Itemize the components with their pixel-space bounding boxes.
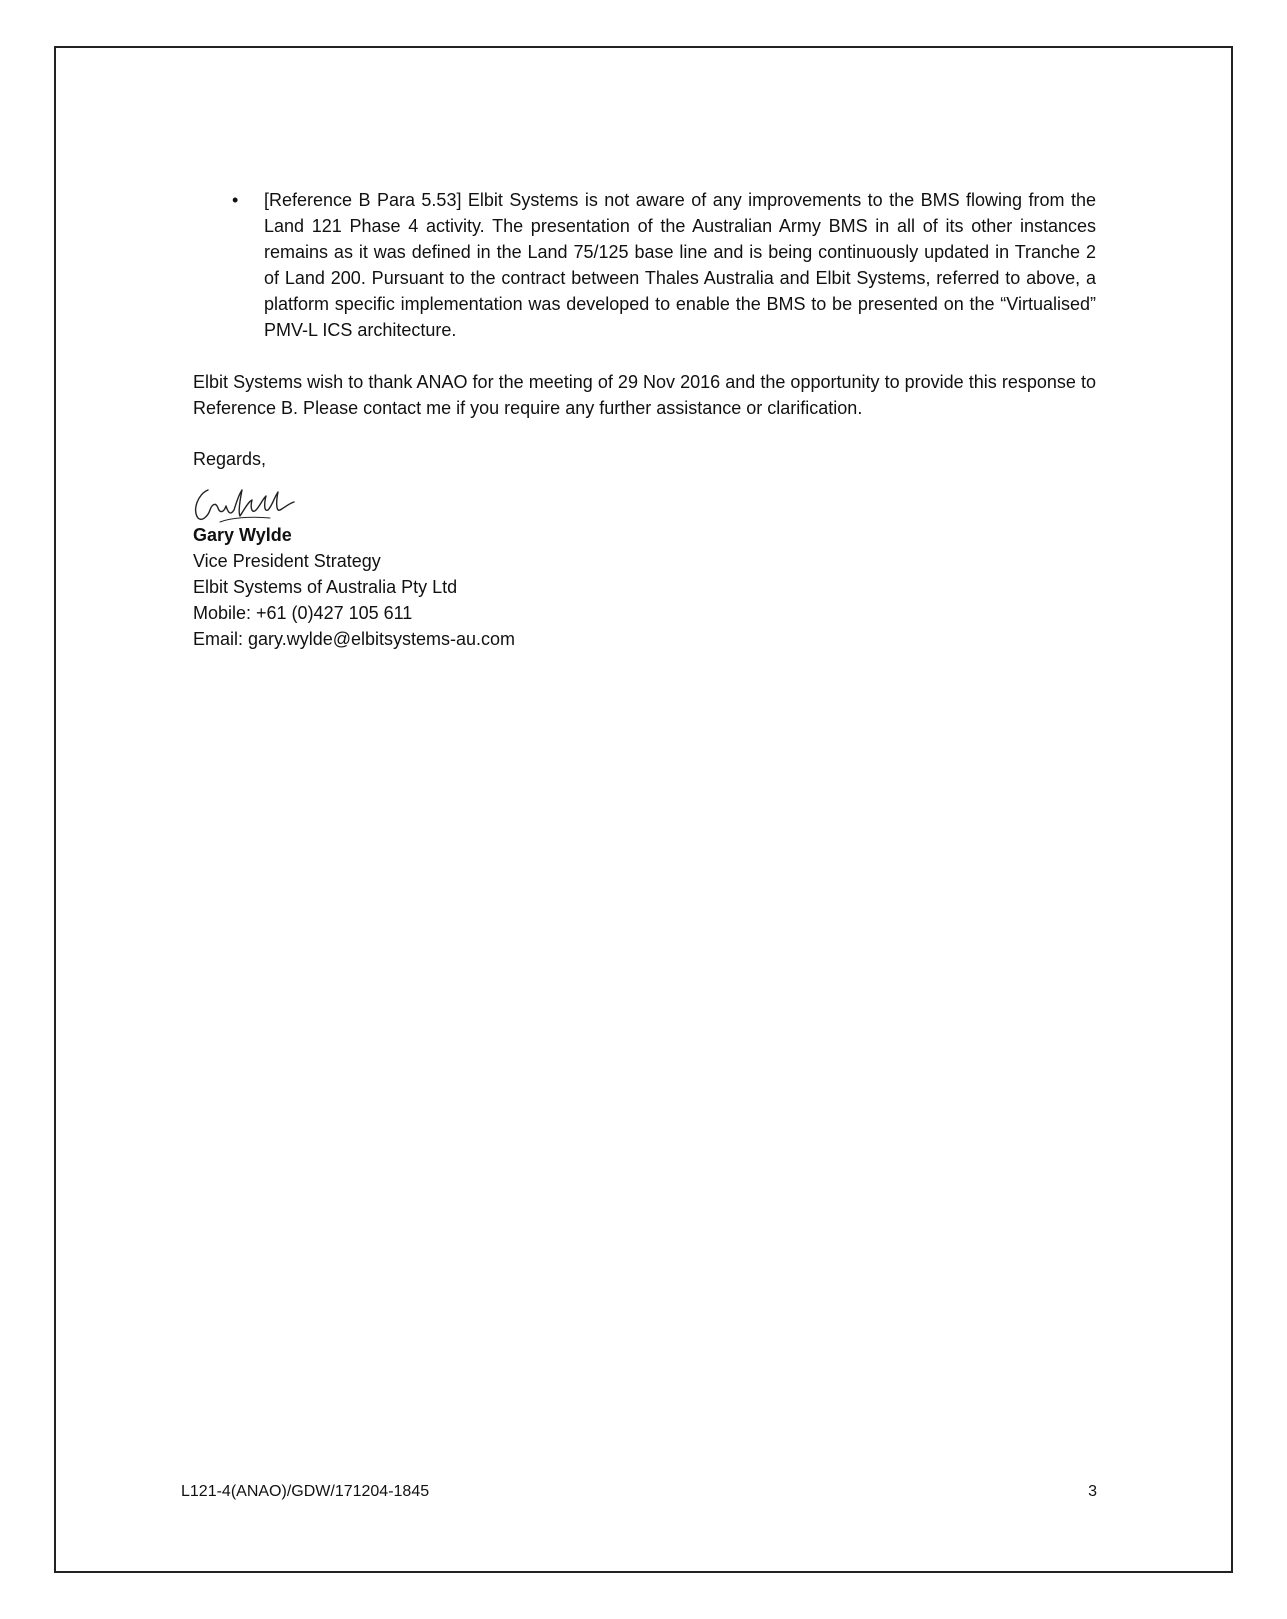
signatory-email: Email: gary.wylde@elbitsystems-au.com (193, 629, 516, 649)
bullet-point (193, 187, 1096, 347)
footer-reference: L121-4(ANAO)/GDW/171204-1845 (181, 1483, 430, 1500)
signatory-mobile: Mobile: +61 (0)427 105 611 (193, 603, 413, 623)
signatory-name: Gary Wylde (193, 525, 292, 545)
page-number: 3 (1088, 1483, 1097, 1500)
bullet-symbol: • (232, 190, 239, 210)
signatory-title: Vice President Strategy (193, 551, 381, 571)
regards-line: Regards, (193, 449, 267, 469)
bullet-text: [Reference B Para 5.53] Elbit Systems is not aware of any improvements to the BMS flowing from the Land 121 Phase 4 activity. The presentation of the Australian Army BMS in all of its other instances remains as it was defined in the Land 75/125 base line and is being continuously updated in Tranche 2 of Land 200. Pursuant to the contract between Thales Australia and Elbit Systems, referred to above, a platform specific implementation was developed to enable the BMS to be presented on the “Virtualised” PMV-L ICS architecture. (264, 190, 1096, 340)
closing-paragraph: Elbit Systems wish to thank ANAO for the meeting of 29 Nov 2016 and the opportunity to provide this response to Reference B. Please contact me if you require any further assistance or clarification. (193, 372, 1096, 418)
signatory-company: Elbit Systems of Australia Pty Ltd (193, 577, 458, 597)
signature-block (193, 522, 515, 652)
